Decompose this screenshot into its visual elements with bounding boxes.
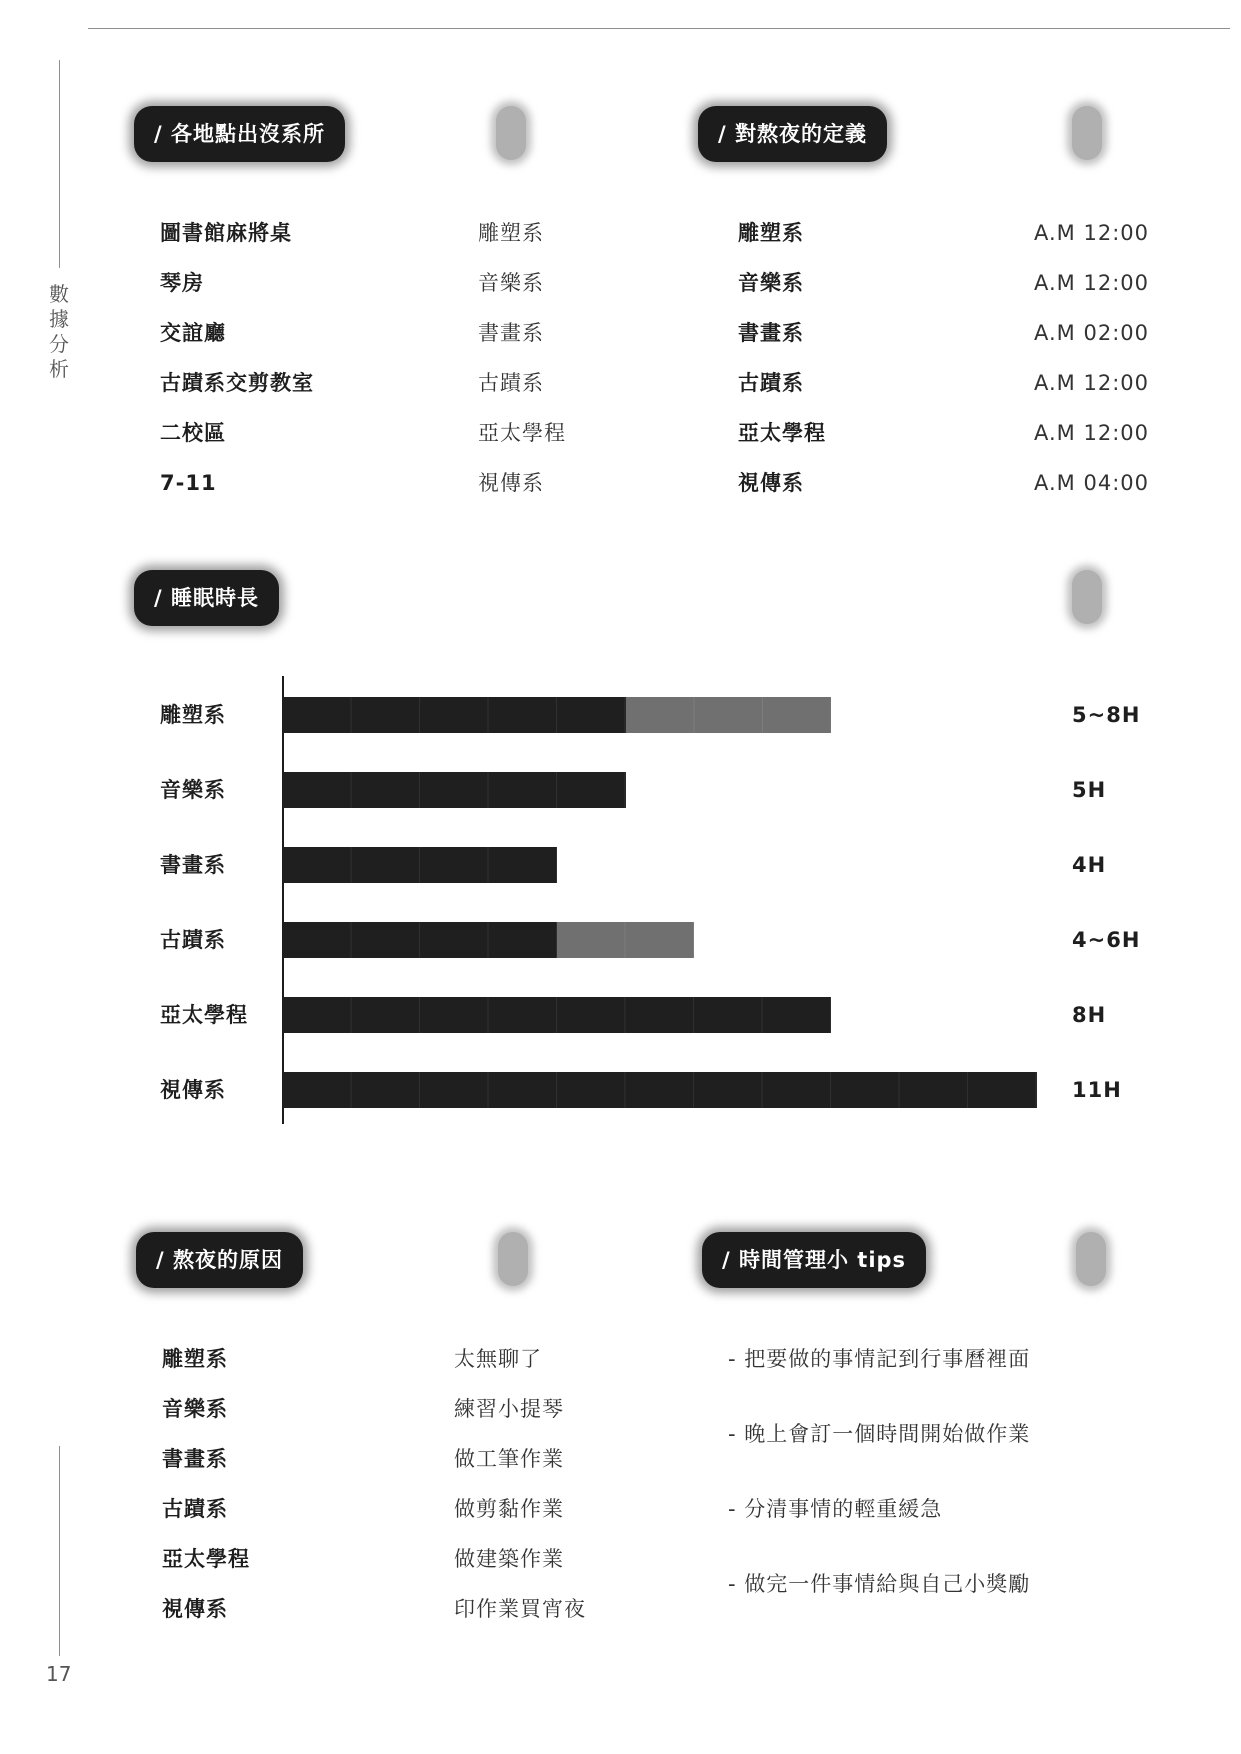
tip-item: - 把要做的事情記到行事曆裡面 bbox=[728, 1347, 1031, 1371]
hangouts-dept: 視傳系 bbox=[478, 471, 544, 495]
bar-value-label: 5~8H bbox=[1072, 703, 1141, 727]
side-section-label: 數 據 分 析 bbox=[49, 282, 69, 381]
bar-row bbox=[283, 997, 831, 1033]
hangouts-place: 琴房 bbox=[160, 271, 204, 295]
bar-value-label: 8H bbox=[1072, 1003, 1107, 1027]
reasons-text: 做剪黏作業 bbox=[454, 1497, 564, 1521]
bar-range-hours bbox=[626, 697, 832, 733]
side-rule-bottom bbox=[59, 1446, 60, 1656]
bar-value-label: 4~6H bbox=[1072, 928, 1141, 952]
bar-row bbox=[283, 772, 626, 808]
bar-min-hours bbox=[283, 922, 557, 958]
bar-value-label: 11H bbox=[1072, 1078, 1122, 1102]
bar-min-hours bbox=[283, 847, 557, 883]
bar-min-hours bbox=[283, 1072, 1037, 1108]
bar-min-hours bbox=[283, 697, 626, 733]
hangouts-header: / 各地點出沒系所 bbox=[134, 106, 345, 162]
hangouts-dept: 音樂系 bbox=[478, 271, 544, 295]
late-night-dept: 音樂系 bbox=[738, 271, 804, 295]
late-night-time: A.M 12:00 bbox=[1034, 421, 1149, 445]
hangouts-dept: 古蹟系 bbox=[478, 371, 544, 395]
sleep-header-decoration bbox=[1072, 570, 1102, 624]
bar-category-label: 亞太學程 bbox=[160, 1003, 248, 1027]
bar-category-label: 雕塑系 bbox=[160, 703, 226, 727]
bar-row bbox=[283, 697, 831, 733]
bar-row bbox=[283, 922, 694, 958]
tips-header-decoration bbox=[1076, 1232, 1106, 1286]
reasons-text: 做工筆作業 bbox=[454, 1447, 564, 1471]
hangouts-place: 古蹟系交剪教室 bbox=[160, 371, 314, 395]
hangouts-dept: 亞太學程 bbox=[478, 421, 566, 445]
bar-category-label: 音樂系 bbox=[160, 778, 226, 802]
late-night-header-decoration bbox=[1072, 106, 1102, 160]
late-night-time: A.M 12:00 bbox=[1034, 221, 1149, 245]
late-night-dept: 視傳系 bbox=[738, 471, 804, 495]
tip-item: - 晚上會訂一個時間開始做作業 bbox=[728, 1422, 1031, 1446]
late-night-time: A.M 12:00 bbox=[1034, 371, 1149, 395]
hangouts-place: 圖書館麻將桌 bbox=[160, 221, 292, 245]
sleep-header: / 睡眠時長 bbox=[134, 570, 279, 626]
bar-row bbox=[283, 847, 557, 883]
late-night-dept: 亞太學程 bbox=[738, 421, 826, 445]
hangouts-place: 7-11 bbox=[160, 471, 217, 495]
late-night-dept: 雕塑系 bbox=[738, 221, 804, 245]
bar-value-label: 5H bbox=[1072, 778, 1107, 802]
bar-min-hours bbox=[283, 772, 626, 808]
bar-category-label: 古蹟系 bbox=[160, 928, 226, 952]
chart-axis-line bbox=[282, 676, 284, 1124]
tips-header: / 時間管理小 tips bbox=[702, 1232, 926, 1288]
hangouts-dept: 雕塑系 bbox=[478, 221, 544, 245]
reasons-dept: 亞太學程 bbox=[162, 1547, 250, 1571]
bar-range-hours bbox=[557, 922, 694, 958]
late-night-header: / 對熬夜的定義 bbox=[698, 106, 887, 162]
tip-item: - 分清事情的輕重緩急 bbox=[728, 1497, 943, 1521]
reasons-text: 做建築作業 bbox=[454, 1547, 564, 1571]
hangouts-place: 二校區 bbox=[160, 421, 226, 445]
reasons-header: / 熬夜的原因 bbox=[136, 1232, 303, 1288]
bar-min-hours bbox=[283, 997, 831, 1033]
page-number: 17 bbox=[46, 1662, 72, 1686]
hangouts-place: 交誼廳 bbox=[160, 321, 226, 345]
bar-row bbox=[283, 1072, 1037, 1108]
late-night-time: A.M 04:00 bbox=[1034, 471, 1149, 495]
reasons-dept: 古蹟系 bbox=[162, 1497, 228, 1521]
reasons-header-decoration bbox=[498, 1232, 528, 1286]
reasons-dept: 音樂系 bbox=[162, 1397, 228, 1421]
reasons-dept: 書畫系 bbox=[162, 1447, 228, 1471]
reasons-dept: 視傳系 bbox=[162, 1597, 228, 1621]
reasons-dept: 雕塑系 bbox=[162, 1347, 228, 1371]
side-rule-top bbox=[59, 60, 60, 268]
late-night-time: A.M 12:00 bbox=[1034, 271, 1149, 295]
bar-category-label: 書畫系 bbox=[160, 853, 226, 877]
tip-item: - 做完一件事情給與自己小獎勵 bbox=[728, 1572, 1031, 1596]
late-night-time: A.M 02:00 bbox=[1034, 321, 1149, 345]
bar-category-label: 視傳系 bbox=[160, 1078, 226, 1102]
hangouts-dept: 書畫系 bbox=[478, 321, 544, 345]
late-night-dept: 書畫系 bbox=[738, 321, 804, 345]
hangouts-header-decoration bbox=[496, 106, 526, 160]
reasons-text: 印作業買宵夜 bbox=[454, 1597, 586, 1621]
bar-value-label: 4H bbox=[1072, 853, 1107, 877]
late-night-dept: 古蹟系 bbox=[738, 371, 804, 395]
reasons-text: 練習小提琴 bbox=[454, 1397, 564, 1421]
top-rule bbox=[88, 28, 1230, 29]
reasons-text: 太無聊了 bbox=[454, 1347, 542, 1371]
